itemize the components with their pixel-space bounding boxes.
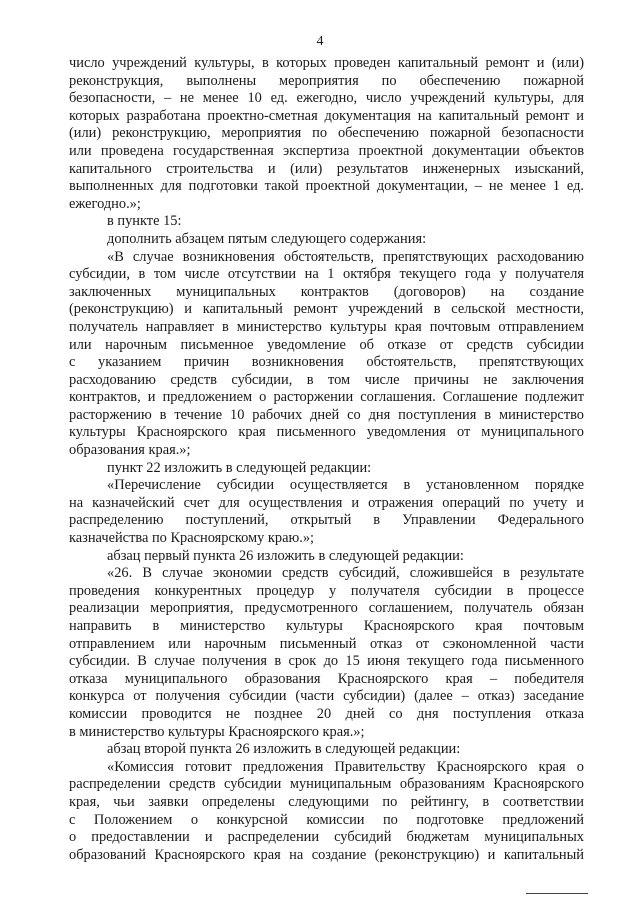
text-line: субсидии. В случае получения в срок до 15 июня текущего года письменного — [69, 653, 584, 670]
text-line: конкурса от получения субсидии (части субсидии) (далее – отказ) заседание — [69, 688, 584, 705]
text-line: (или) реконструкцию, мероприятия по обеспечению пожарной безопасности — [69, 125, 584, 142]
text-line: или проведена государственная экспертиза проектной документации объектов — [69, 142, 584, 159]
text-line: реализации мероприятия, предусмотренного соглашением, получатель обязан — [69, 600, 584, 617]
text-line: казначейства по Красноярскому краю.»; — [69, 530, 315, 547]
text-line: образований Красноярского края на создание (реконструкцию) и капитальный — [69, 846, 584, 863]
text-line: контрактов, и предложением о расторжении соглашения. Соглашение подлежит — [69, 389, 584, 406]
text-line: субсидии, в том числе отсутствии на 1 октября текущего года у получателя — [69, 266, 584, 283]
footer-rule — [526, 893, 588, 894]
text-line: отказа муниципального образования Красноярского края – победителя — [69, 670, 584, 687]
text-line: «Комиссия готовит предложения Правительству Красноярского края о — [107, 758, 584, 775]
text-line: с указанием причин возникновения обстоятельств, препятствующих — [69, 354, 584, 371]
text-line: выполненных для подготовки такой проектной документации, – не менее 1 ед. — [69, 178, 584, 195]
text-line: «26. В случае экономии средств субсидий, сложившейся в результате — [107, 565, 584, 582]
text-line: отправлением или нарочным письменный отказ от сэкономленной части — [69, 635, 584, 652]
text-line: комиссии проводится не позднее 20 дней со дня поступления отказа — [69, 705, 584, 722]
text-line: (реконструкцию) и капитальный ремонт учреждений в сельской местности, — [69, 301, 584, 318]
text-line: проведения конкурентных процедур у получателя субсидии в процессе — [69, 582, 584, 599]
text-line: направить в министерство культуры Красноярского края почтовым — [69, 618, 584, 634]
text-line: на казначейский счет для осуществления и отражения операций по учету и — [69, 494, 584, 511]
text-line: культуры Красноярского края письменного уведомления от муниципального — [69, 424, 584, 441]
page-number: 4 — [316, 34, 324, 49]
text-line: «Перечисление субсидии осуществляется в установленном порядке — [107, 477, 584, 494]
text-line: распределению поступлений, открытый в Управлении Федерального — [69, 512, 584, 529]
text-line: число учреждений культуры, в которых проведен капитальный ремонт и (или) — [69, 55, 584, 71]
text-line: реконструкция, выполнены мероприятия по обеспечению пожарной — [69, 72, 584, 89]
text-line: дополнить абзацем пятым следующего содержания: — [107, 230, 427, 247]
text-line: расходованию средств субсидии, в том числе причины не заключения — [69, 371, 584, 388]
text-line: абзац первый пункта 26 изложить в следующей редакции: — [107, 547, 464, 564]
text-line: получатель направляет в министерство культуры края почтовым отправлением — [69, 318, 584, 335]
text-line: расторжению в течение 10 рабочих дней со дня поступления в министерство — [69, 406, 584, 423]
text-line: капитального строительства и (или) результатов инженерных изысканий, — [69, 160, 584, 177]
text-line: в министерство культуры Красноярского края.»; — [69, 723, 365, 740]
text-line: «В случае возникновения обстоятельств, препятствующих расходованию — [107, 248, 584, 265]
text-line: безопасности, – не менее 10 ед. ежегодно, число учреждений культуры, для — [69, 90, 584, 107]
text-line: заключенных муниципальных контрактов (договоров) на создание — [69, 283, 584, 300]
text-line: распределении средств субсидии муниципальным образованиям Красноярского — [69, 776, 584, 793]
text-line: образования края.»; — [69, 442, 191, 459]
text-line: ежегодно.»; — [69, 195, 141, 212]
text-line: в пункте 15: — [107, 213, 182, 230]
text-line: пункт 22 изложить в следующей редакции: — [107, 459, 372, 476]
text-line: или нарочным письменное уведомление об отказе от средств субсидии — [69, 336, 584, 353]
document-body — [69, 55, 584, 864]
text-line: которых разработана проектно-сметная документация на капитальный ремонт и — [69, 107, 584, 124]
text-line: края, чьи заявки определены следующими по рейтингу, в соответствии — [69, 793, 584, 810]
text-line: абзац второй пункта 26 изложить в следующей редакции: — [107, 741, 461, 758]
text-line: о предоставлении и распределении субсидий бюджетам муниципальных — [69, 829, 584, 846]
text-line: с Положением о конкурсной комиссии по подготовке предложений — [69, 811, 584, 828]
